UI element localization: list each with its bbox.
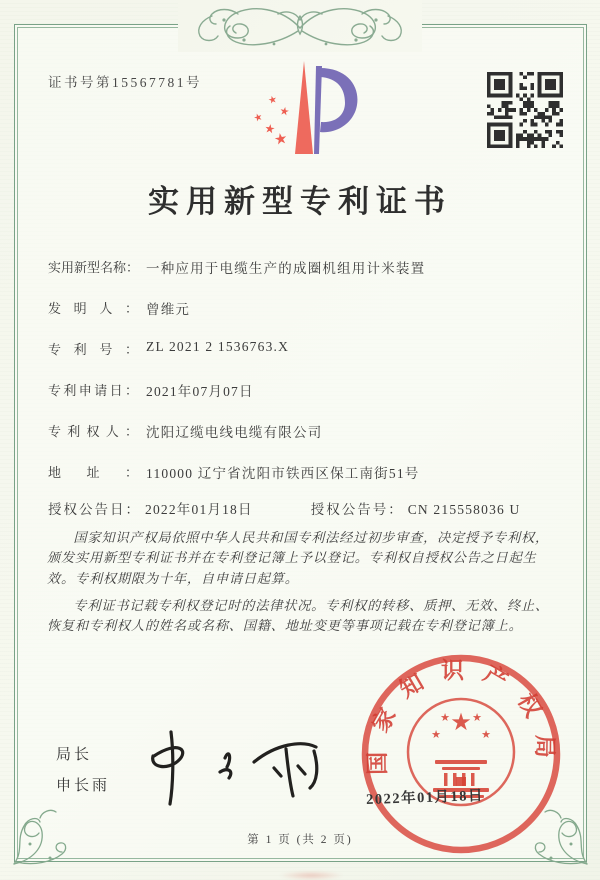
svg-text:★: ★ — [450, 708, 472, 736]
grant-no-value: CN 215558036 U — [407, 502, 521, 517]
field-value: 2021年07月07日 — [146, 384, 254, 399]
grant-date-label: 授权公告日： — [48, 502, 141, 517]
svg-text:★: ★ — [252, 111, 265, 125]
field-row — [48, 339, 560, 380]
field-row — [48, 380, 560, 421]
signer-name: 申长雨 — [56, 778, 111, 794]
svg-text:★: ★ — [278, 104, 291, 119]
field-label: 发明人： — [48, 301, 138, 316]
certificate-title: 实用新型专利证书 — [148, 184, 452, 219]
top-flourish-icon — [178, 0, 422, 52]
grant-row — [48, 498, 521, 518]
field-label: 专利权人： — [48, 424, 138, 439]
page-number: 第 1 页 (共 2 页) — [247, 834, 353, 846]
certificate-fields — [48, 257, 560, 503]
field-label: 专利申请日： — [48, 383, 138, 398]
svg-text:★: ★ — [472, 711, 482, 724]
field-row — [48, 421, 560, 462]
svg-text:★: ★ — [431, 728, 441, 741]
seal-date: 2022年01月18日 — [365, 787, 485, 809]
field-value: 110000 辽宁省沈阳市铁西区保工南街51号 — [146, 466, 420, 481]
field-value: 沈阳辽缆电线电缆有限公司 — [146, 425, 323, 440]
signer-title: 局长 — [56, 747, 93, 763]
cnipa-logo-icon — [247, 60, 365, 162]
legal-paragraph: 国家知识产权局依照中华人民共和国专利法经过初步审查，决定授予专利权，颁发实用新型专利证书并在专利登记簿上予以登记。专利权自授权公告之日起生效。专利权期限为十年，自申请日起算。 — [47, 530, 549, 586]
seal-ring-text: 国家知识产权局 — [364, 657, 558, 775]
legal-paragraph: 专利证书记载专利权登记时的法律状况。专利权的转移、质押、无效、终止、恢复和专利权人的姓名或名称、国籍、地址变更等事项记载在专利登记簿上。 — [47, 597, 549, 634]
certificate-number: 证书号第15567781号 — [48, 75, 202, 90]
svg-text:★: ★ — [481, 728, 491, 741]
field-label: 地址： — [48, 465, 138, 480]
svg-text:★: ★ — [272, 128, 289, 149]
director-signature — [128, 726, 338, 812]
svg-text:★: ★ — [267, 94, 279, 107]
next-page-red-bleed — [278, 871, 344, 880]
signer-block — [56, 740, 110, 802]
svg-text:★: ★ — [440, 711, 450, 724]
field-label: 实用新型名称： — [48, 260, 140, 275]
legal-paragraphs — [47, 528, 558, 644]
field-row — [48, 462, 560, 503]
grant-no-label: 授权公告号： — [310, 502, 404, 517]
field-label: 专利号： — [48, 342, 138, 357]
qr-code — [487, 72, 563, 148]
svg-text:★: ★ — [263, 121, 277, 137]
field-row — [48, 257, 560, 298]
field-row — [48, 298, 560, 339]
field-value: 一种应用于电缆生产的成圈机组用计米装置 — [146, 261, 426, 276]
grant-date-value: 2022年01月18日 — [145, 502, 253, 517]
field-value: 曾维元 — [146, 302, 191, 317]
field-value: ZL 2021 2 1536763.X — [146, 339, 290, 354]
